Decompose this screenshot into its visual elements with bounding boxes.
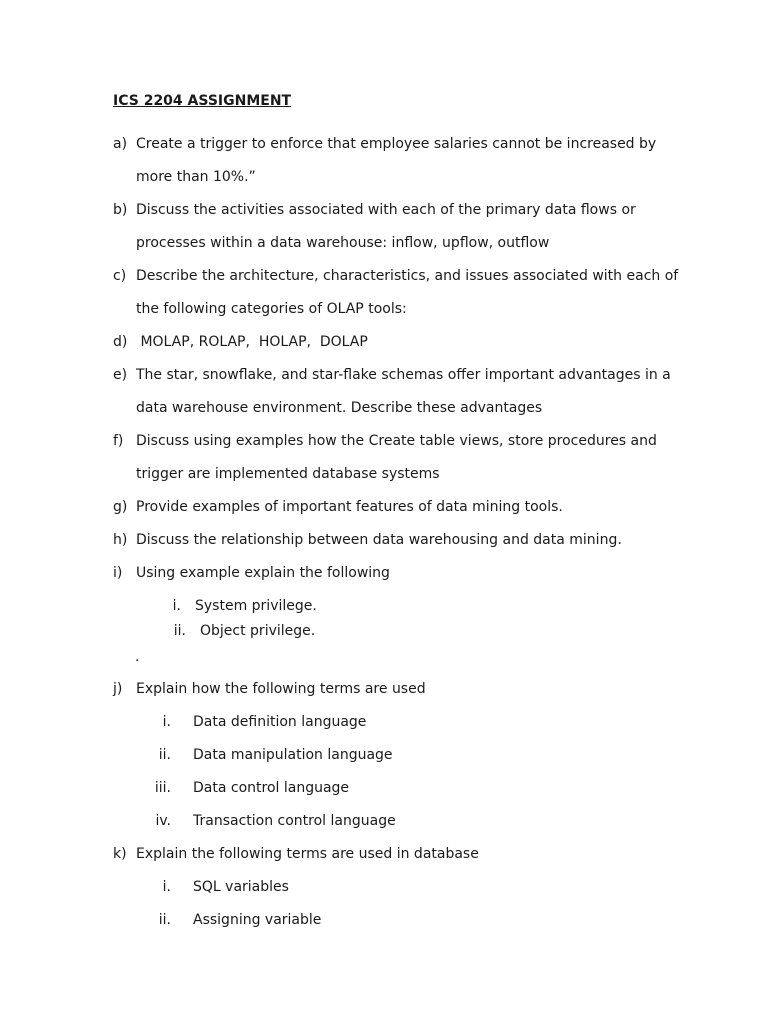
subitem-marker: ii. — [158, 912, 171, 928]
question-marker: i) — [113, 565, 123, 581]
subitem-text: Data definition language — [193, 714, 367, 730]
question-marker: e) — [113, 367, 128, 383]
question-text-line: Discuss the activities associated with each of the primary data flows or — [136, 202, 636, 218]
question-marker: h) — [113, 532, 128, 548]
question-text-line: trigger are implemented database systems — [136, 466, 440, 482]
subitem-marker: iii. — [154, 780, 171, 796]
question-text-line: MOLAP, ROLAP, HOLAP, DOLAP — [136, 334, 368, 350]
question-text-line: data warehouse environment. Describe these advantages — [136, 400, 543, 416]
question-marker: c) — [113, 268, 127, 284]
question-text-line: the following categories of OLAP tools: — [136, 301, 407, 317]
document-title: ICS 2204 ASSIGNMENT — [113, 93, 292, 109]
subitem-marker: ii. — [173, 623, 186, 639]
question-text-line: Using example explain the following — [136, 565, 390, 581]
subitem-text: Data manipulation language — [193, 747, 393, 763]
question-marker: a) — [113, 136, 128, 152]
subitem-text: System privilege. — [195, 598, 317, 614]
question-marker: k) — [113, 846, 127, 862]
question-marker: b) — [113, 202, 128, 218]
subitem-marker: i. — [162, 714, 171, 730]
question-text-line: Explain the following terms are used in database — [136, 846, 479, 862]
question-text-line: Discuss using examples how the Create table views, store procedures and — [136, 433, 657, 449]
question-text-line: Explain how the following terms are used — [136, 681, 426, 697]
subitem-text: Transaction control language — [193, 813, 396, 829]
question-marker: j) — [113, 681, 123, 697]
subitem-text: SQL variables — [193, 879, 289, 895]
subitem-marker: ii. — [158, 747, 171, 763]
subitem-text: Object privilege. — [200, 623, 316, 639]
subitem-text: Assigning variable — [193, 912, 322, 928]
question-marker: g) — [113, 499, 128, 515]
question-text-line: more than 10%.” — [136, 169, 256, 185]
subitem-marker: i. — [162, 879, 171, 895]
question-text-line: Discuss the relationship between data warehousing and data mining. — [136, 532, 622, 548]
question-text-line: Provide examples of important features of data mining tools. — [136, 499, 563, 515]
subitem-marker: iv. — [155, 813, 171, 829]
question-text-line: processes within a data warehouse: inflow, upflow, outflow — [136, 235, 550, 251]
subitem-text: Data control language — [193, 780, 350, 796]
question-marker: d) — [113, 334, 128, 350]
question-text-line: Create a trigger to enforce that employee salaries cannot be increased by — [136, 136, 657, 152]
question-text-line: The star, snowflake, and star-flake schemas offer important advantages in a — [136, 367, 671, 383]
subitem-marker: i. — [172, 598, 181, 614]
question-text-line: Describe the architecture, characteristics, and issues associated with each of — [136, 268, 679, 284]
trailing-period: . — [135, 649, 140, 665]
question-marker: f) — [113, 433, 124, 449]
